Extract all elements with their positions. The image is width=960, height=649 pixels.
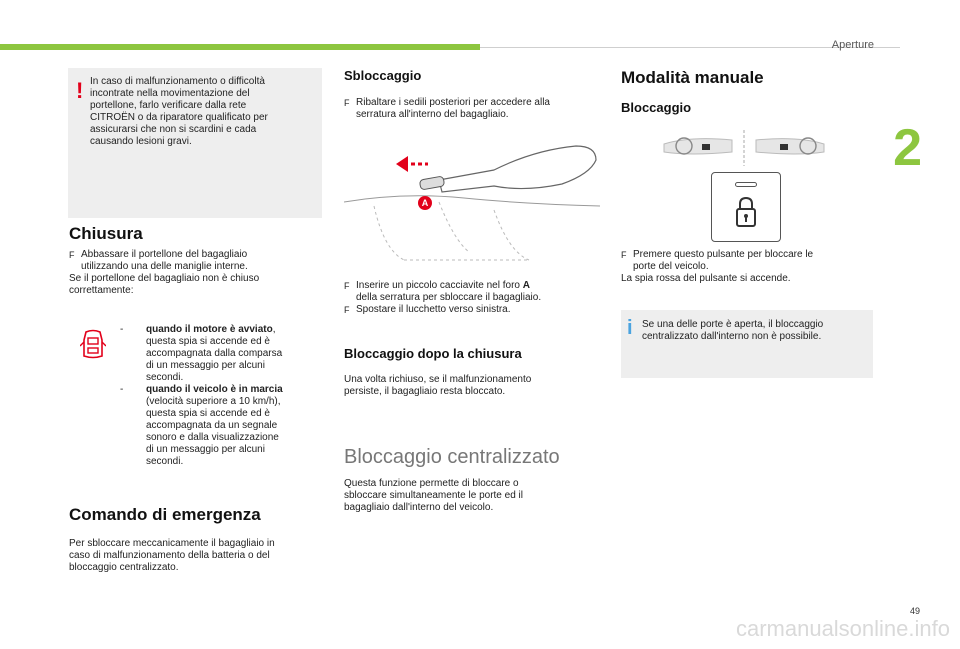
emergenza-body: Per sbloccare meccanicamente il bagagliaio in caso di malfunzionamento della batteria o del bloccaggio centralizzato.	[69, 538, 275, 573]
header-accent-bar	[0, 44, 480, 50]
lock-indicator-led	[735, 182, 757, 187]
bullet-icon: F	[344, 98, 350, 108]
label-a-marker: A	[418, 196, 432, 210]
dashboard-illustration	[660, 130, 828, 166]
chapter-number: 2	[893, 119, 922, 177]
modalita-manuale-title: Modalità manuale	[621, 68, 764, 87]
centralizzato-body: Questa funzione permette di bloccare o sbloccare simultaneamente le porte ed il bagagliaio dall'interno del veicolo.	[344, 478, 523, 513]
warning-icon: !	[76, 78, 84, 103]
info-box	[621, 310, 873, 378]
centralizzato-title: Bloccaggio centralizzato	[344, 446, 560, 468]
sbloccaggio-steps-2-3: F Inserire un piccolo cacciavite nel foro A della serratura per sbloccare il bagagliaio. F Spostare il lucchetto verso sinistra.	[344, 280, 542, 315]
open-door-warning-icon	[80, 328, 106, 362]
chiusura-title: Chiusura	[69, 224, 143, 243]
bloccaggio-dopo-body: Una volta richiuso, se il malfunzionamento persiste, il bagagliaio resta bloccato.	[344, 374, 532, 397]
central-lock-button[interactable]	[711, 172, 781, 242]
dash-icon: -	[120, 324, 124, 335]
info-text: Se una delle porte è aperta, il bloccaggio centralizzato dall'interno non è possibile.	[642, 319, 824, 342]
bloccaggio-subtitle: Bloccaggio	[621, 100, 692, 115]
warning-box	[68, 68, 322, 218]
page-number: 49	[909, 606, 920, 616]
chiusura-conditions: - quando il motore è avviato, questa spia si accende ed è accompagnata dalla comparsa di un messaggio per alcuni secondi. - quando il veicolo è in marcia (velocità superiore a 10 km/h), questa spia si accende ed è accompagnata da un segnale sonoro e dalla visualizzazione di un messaggio per alcuni secondi.	[120, 324, 283, 467]
emergenza-title: Comando di emergenza	[69, 505, 261, 524]
padlock-icon	[734, 195, 758, 229]
sbloccaggio-step1: F Ribaltare i sedili posteriori per accedere alla serratura all'interno del bagagliaio.	[344, 97, 550, 120]
watermark: carmanualsonline.info	[735, 616, 950, 641]
bullet-icon: F	[344, 281, 350, 291]
info-icon: i	[627, 317, 633, 339]
sbloccaggio-title: Sbloccaggio	[344, 68, 422, 83]
bullet-icon: F	[621, 250, 627, 260]
warning-text: In caso di malfunzionamento o difficoltà incontrate nella movimentazione del portellone, farlo verificare dalla rete CITROËN o da riparatore qualificato per assicurarsi che non si scardini e cada causando lesioni gravi.	[90, 76, 268, 147]
dash-icon: -	[120, 384, 124, 395]
bloccaggio-instructions: F Premere questo pulsante per bloccare le porte del veicolo. La spia rossa del pulsante si accende.	[621, 249, 814, 284]
bloccaggio-dopo-title: Bloccaggio dopo la chiusura	[344, 346, 522, 361]
bullet-icon: F	[69, 250, 75, 260]
section-label: Aperture	[831, 39, 874, 51]
trunk-lock-illustration	[344, 140, 600, 268]
chiusura-body: F Abbassare il portellone del bagagliaio utilizzando una delle maniglie interne. Se il portellone del bagagliaio non è chiuso correttamente:	[69, 249, 260, 296]
bullet-icon: F	[344, 305, 350, 315]
